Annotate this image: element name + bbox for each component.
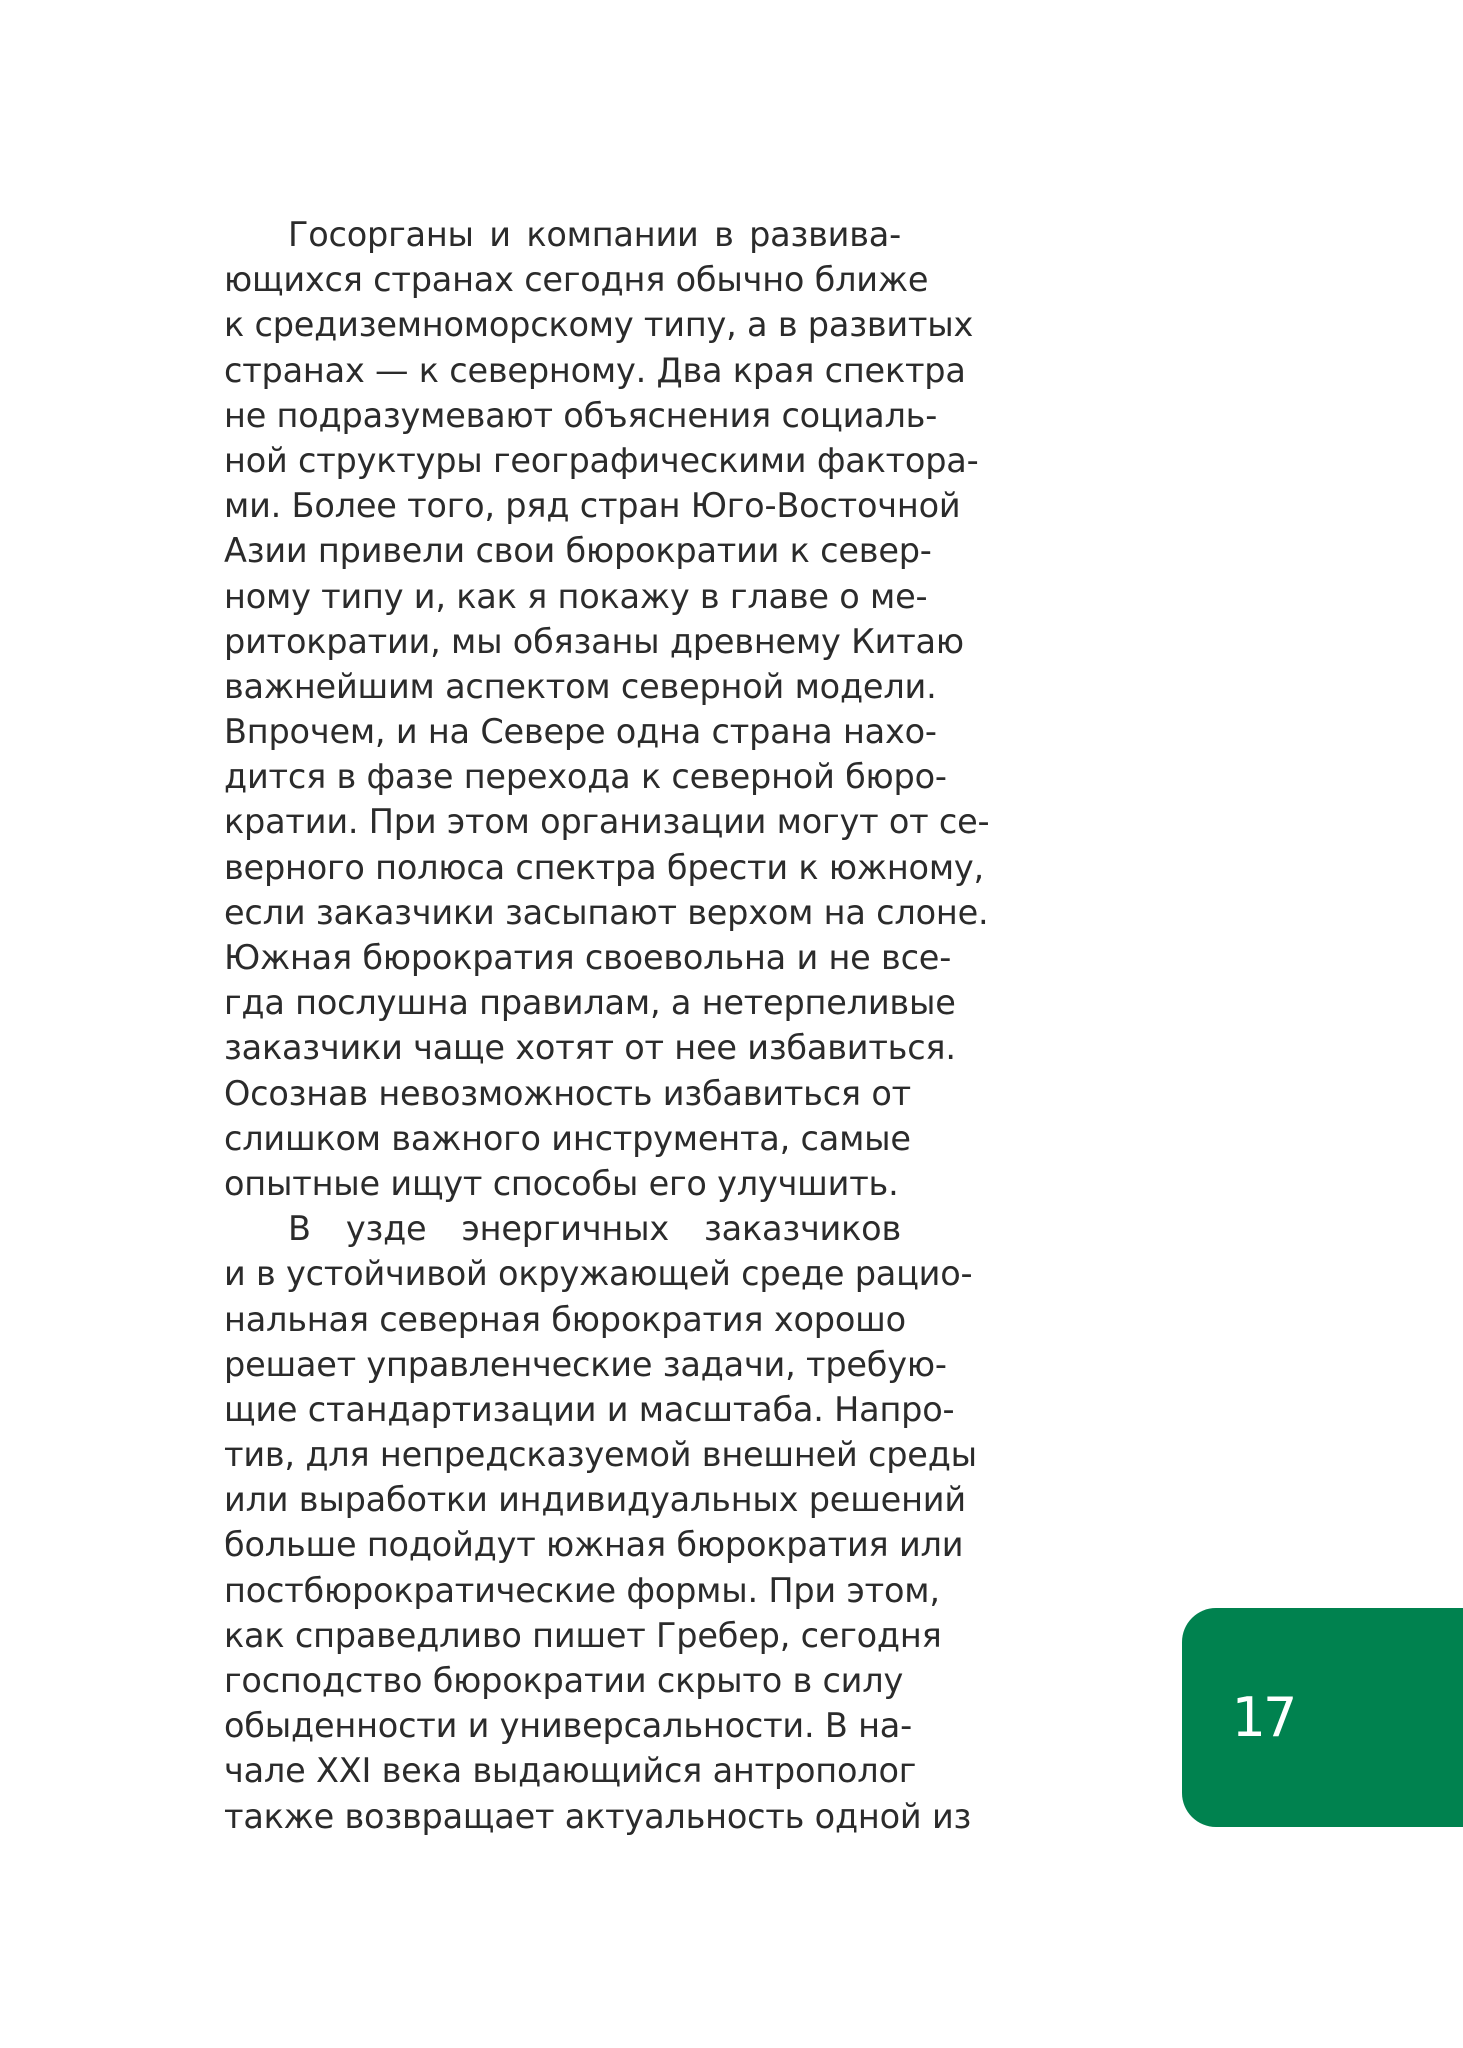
text-line: Азии привели свои бюрократии к север-	[224, 531, 932, 571]
text-line: кратии. При этом организации могут от се-	[224, 802, 990, 842]
paragraph-2	[224, 1206, 977, 1839]
text-line: ми. Более того, ряд стран Юго-Восточной	[224, 486, 961, 526]
text-line: чале XXI века выдающийся антрополог	[224, 1751, 917, 1791]
text-line: ющихся странах сегодня обычно ближе	[224, 260, 929, 300]
text-line: опытные ищут способы его улучшить.	[224, 1163, 899, 1203]
text-line: также возвращает актуальность одной из	[224, 1796, 972, 1836]
text-line: или выработки индивидуальных решений	[224, 1480, 966, 1520]
text-line: больше подойдут южная бюрократия или	[224, 1525, 964, 1565]
page-number: 17	[1231, 1686, 1295, 1749]
text-line: дится в фазе перехода к северной бюро-	[224, 757, 947, 797]
text-line: важнейшим аспектом северной модели.	[224, 666, 937, 706]
text-line: господство бюрократии скрыто в силу	[224, 1661, 904, 1700]
text-line: слишком важного инструмента, самые	[224, 1118, 911, 1158]
body-text	[224, 212, 990, 1839]
text-line: Осознав невозможность избавиться от	[224, 1073, 911, 1113]
text-line: щие стандартизации и масштаба. Напро-	[224, 1389, 955, 1429]
text-line: заказчики чаще хотят от нее избавиться.	[224, 1028, 956, 1068]
text-line: Южная бюрократия своевольна и не все-	[224, 938, 952, 977]
text-line: Впрочем, и на Севере одна страна нахо-	[224, 712, 937, 752]
text-line: ритократии, мы обязаны древнему Китаю	[224, 621, 964, 661]
paragraph-1	[224, 212, 990, 1206]
text-line: ному типу и, как я покажу в главе о ме-	[224, 576, 928, 616]
text-line: В узде энергичных заказчиков	[288, 1209, 901, 1249]
text-line: не подразумевают объяснения социаль-	[224, 395, 938, 435]
text-line: странах — к северному. Два края спектра	[224, 350, 966, 390]
text-line: Госорганы и компании в развива-	[288, 215, 901, 254]
text-line: и в устойчивой окружающей среде рацио-	[224, 1254, 973, 1294]
text-line: ной структуры географическими фактора-	[224, 440, 979, 480]
text-line: решает управленческие задачи, требую-	[224, 1344, 947, 1384]
text-line: тив, для непредсказуемой внешней среды	[224, 1435, 977, 1475]
text-line: гда послушна правилам, а нетерпеливые	[224, 983, 956, 1023]
text-line: как справедливо пишет Гребер, сегодня	[224, 1615, 942, 1655]
text-line: верного полюса спектра брести к южному,	[224, 847, 984, 887]
text-line: если заказчики засыпают верхом на слоне.	[224, 892, 989, 932]
text-line: обыденности и универсальности. В на-	[224, 1706, 913, 1746]
text-line: постбюрократические формы. При этом,	[224, 1570, 940, 1610]
text-line: нальная северная бюрократия хорошо	[224, 1299, 906, 1339]
text-line: к средиземноморскому типу, а в развитых	[224, 305, 974, 345]
